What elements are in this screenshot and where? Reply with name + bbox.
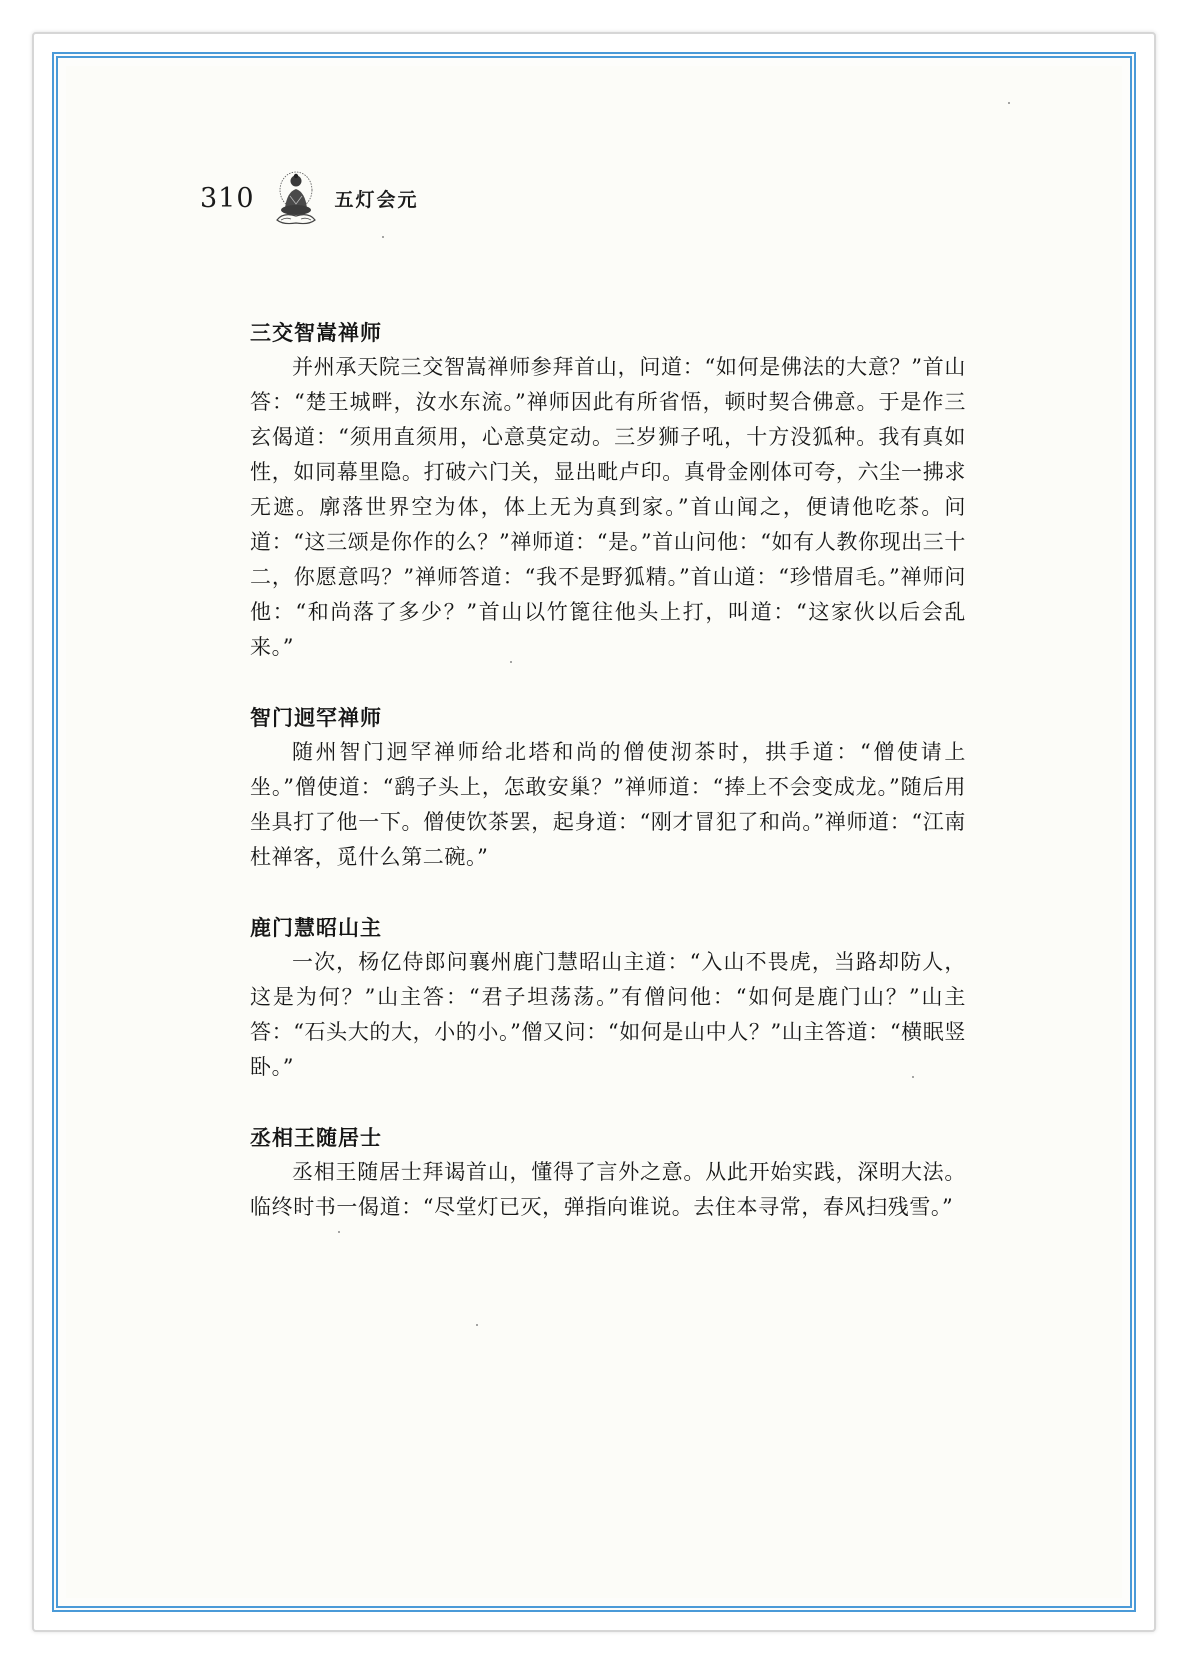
section-title: 鹿门慧昭山主 <box>250 916 382 940</box>
section-wang-sui <box>250 1121 966 1225</box>
scan-speck <box>1008 102 1010 104</box>
section-body: 随州智门迥罕禅师给北塔和尚的僧使沏茶时，拱手道：“僧使请上坐。”僧使道：“鹞子头上，怎敢安巢？”禅师道：“捧上不会变成龙。”随后用坐具打了他一下。僧使饮茶罢，起身道：“刚才冒犯了和尚。”禅师道：“江南杜禅客，觅什么第二碗。” <box>250 740 966 869</box>
section-body: 丞相王随居士拜谒首山，懂得了言外之意。从此开始实践，深明大法。临终时书一偈道：“尽堂灯已灭，弹指向谁说。去住本寻常，春风扫残雪。” <box>250 1160 966 1219</box>
section-body: 并州承天院三交智嵩禅师参拜首山，问道：“如何是佛法的大意？”首山答：“楚王城畔，汝水东流。”禅师因此有所省悟，顿时契合佛意。于是作三玄偈道：“须用直须用，心意莫定动。三岁狮子吼，十方没狐种。我有真如性，如同幕里隐。打破六门关，显出毗卢印。真骨金刚体可夸，六尘一拂求无遮。廓落世界空为体，体上无为真到家。”首山闻之，便请他吃茶。问道：“这三颂是你作的么？”禅师道：“是。”首山问他：“如有人教你现出三十二，你愿意吗？”禅师答道：“我不是野狐精。”首山道：“珍惜眉毛。”禅师问他：“和尚落了多少？”首山以竹篦往他头上打，叫道：“这家伙以后会乱来。” <box>250 355 966 659</box>
book-title: 五灯会元 <box>334 188 419 211</box>
scan-speck <box>382 236 384 238</box>
section-zhimen-jionghan <box>250 701 966 875</box>
section-title: 智门迥罕禅师 <box>250 706 382 730</box>
section-sanjiao-zhisong <box>250 316 966 665</box>
buddha-icon <box>271 168 321 228</box>
scan-speck <box>476 1324 478 1326</box>
page-content <box>250 316 966 1261</box>
section-body: 一次，杨亿侍郎问襄州鹿门慧昭山主道：“入山不畏虎，当路却防人，这是为何？”山主答：“君子坦荡荡。”有僧问他：“如何是鹿门山？”山主答：“石头大的大，小的小。”僧又问：“如何是山中人？”山主答道：“横眠竖卧。” <box>250 950 966 1079</box>
page-header <box>200 168 419 228</box>
section-lumen-huizhao <box>250 911 966 1085</box>
section-title: 丞相王随居士 <box>250 1126 382 1150</box>
page-number: 310 <box>200 182 255 214</box>
section-title: 三交智嵩禅师 <box>250 321 382 345</box>
